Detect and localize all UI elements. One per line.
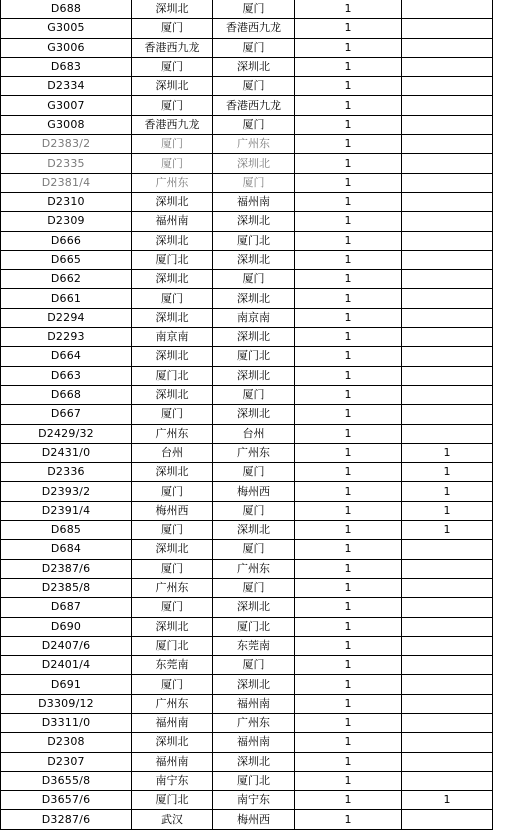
destination-station-cell: 深圳北 [213,675,295,694]
count-cell: 1 [295,694,402,713]
count-cell: 1 [295,38,402,57]
train-number-cell: D2309 [1,212,132,231]
destination-station-cell: 香港西九龙 [213,19,295,38]
origin-station-cell: 深圳北 [132,192,213,211]
count-cell: 1 [295,19,402,38]
train-number-cell: D661 [1,289,132,308]
extra-count-cell [402,135,493,154]
extra-count-cell [402,77,493,96]
extra-count-cell [402,405,493,424]
count-cell: 1 [295,733,402,752]
count-cell: 1 [295,250,402,269]
count-cell: 1 [295,656,402,675]
train-number-cell: D2336 [1,463,132,482]
extra-count-cell: 1 [402,521,493,540]
origin-station-cell: 南京南 [132,328,213,347]
destination-station-cell: 深圳北 [213,154,295,173]
table-row [1,385,493,404]
extra-count-cell [402,713,493,732]
destination-station-cell: 台州 [213,424,295,443]
table-row [1,366,493,385]
destination-station-cell: 南京南 [213,308,295,327]
train-number-cell: D662 [1,270,132,289]
extra-count-cell [402,250,493,269]
table-row [1,810,493,829]
origin-station-cell: 香港西九龙 [132,38,213,57]
destination-station-cell: 厦门 [213,656,295,675]
count-cell: 1 [295,443,402,462]
origin-station-cell: 厦门北 [132,366,213,385]
train-number-cell: D2393/2 [1,482,132,501]
train-number-cell: D688 [1,0,132,19]
origin-station-cell: 厦门 [132,135,213,154]
origin-station-cell: 东莞南 [132,656,213,675]
train-number-cell: D3311/0 [1,713,132,732]
destination-station-cell: 梅州西 [213,810,295,829]
origin-station-cell: 厦门北 [132,250,213,269]
train-number-cell: D3287/6 [1,810,132,829]
table-row [1,57,493,76]
count-cell: 1 [295,810,402,829]
destination-station-cell: 福州南 [213,192,295,211]
table-row [1,38,493,57]
extra-count-cell [402,173,493,192]
destination-station-cell: 厦门 [213,0,295,19]
extra-count-cell [402,771,493,790]
destination-station-cell: 南宁东 [213,791,295,810]
table-row [1,578,493,597]
train-number-cell: D2310 [1,192,132,211]
count-cell: 1 [295,77,402,96]
count-cell: 1 [295,115,402,134]
destination-station-cell: 广州东 [213,713,295,732]
origin-station-cell: 深圳北 [132,231,213,250]
origin-station-cell: 广州东 [132,694,213,713]
train-number-cell: D690 [1,617,132,636]
train-number-cell: G3008 [1,115,132,134]
train-number-cell: D667 [1,405,132,424]
table-row [1,521,493,540]
destination-station-cell: 厦门北 [213,617,295,636]
table-row [1,752,493,771]
count-cell: 1 [295,424,402,443]
table-row [1,694,493,713]
extra-count-cell [402,810,493,829]
train-number-cell: D3657/6 [1,791,132,810]
table-row [1,154,493,173]
origin-station-cell: 深圳北 [132,0,213,19]
extra-count-cell [402,424,493,443]
train-number-cell: D666 [1,231,132,250]
table-row [1,250,493,269]
count-cell: 1 [295,578,402,597]
table-row [1,115,493,134]
destination-station-cell: 福州南 [213,694,295,713]
extra-count-cell [402,617,493,636]
extra-count-cell [402,308,493,327]
origin-station-cell: 台州 [132,443,213,462]
destination-station-cell: 广州东 [213,559,295,578]
origin-station-cell: 深圳北 [132,617,213,636]
destination-station-cell: 厦门 [213,385,295,404]
train-number-cell: G3007 [1,96,132,115]
train-number-cell: D2308 [1,733,132,752]
origin-station-cell: 深圳北 [132,77,213,96]
count-cell: 1 [295,173,402,192]
table-row [1,656,493,675]
table-row [1,636,493,655]
count-cell: 1 [295,308,402,327]
extra-count-cell [402,347,493,366]
destination-station-cell: 深圳北 [213,250,295,269]
table-row [1,192,493,211]
destination-station-cell: 深圳北 [213,212,295,231]
extra-count-cell [402,231,493,250]
origin-station-cell: 厦门 [132,96,213,115]
count-cell: 1 [295,463,402,482]
table-row [1,540,493,559]
destination-station-cell: 厦门 [213,463,295,482]
count-cell: 1 [295,752,402,771]
table-row [1,598,493,617]
origin-station-cell: 深圳北 [132,308,213,327]
extra-count-cell [402,656,493,675]
train-number-cell: D2429/32 [1,424,132,443]
train-number-cell: D2391/4 [1,501,132,520]
train-number-cell: D665 [1,250,132,269]
count-cell: 1 [295,713,402,732]
origin-station-cell: 福州南 [132,752,213,771]
table-row [1,501,493,520]
destination-station-cell: 厦门 [213,540,295,559]
extra-count-cell: 1 [402,463,493,482]
count-cell: 1 [295,559,402,578]
train-number-cell: D683 [1,57,132,76]
table-row [1,733,493,752]
train-table-body [1,0,493,829]
extra-count-cell [402,578,493,597]
origin-station-cell: 厦门 [132,19,213,38]
train-number-cell: D691 [1,675,132,694]
destination-station-cell: 广州东 [213,135,295,154]
origin-station-cell: 深圳北 [132,270,213,289]
extra-count-cell [402,212,493,231]
extra-count-cell [402,96,493,115]
extra-count-cell [402,675,493,694]
origin-station-cell: 厦门 [132,154,213,173]
extra-count-cell [402,19,493,38]
table-row [1,713,493,732]
destination-station-cell: 深圳北 [213,289,295,308]
count-cell: 1 [295,212,402,231]
destination-station-cell: 深圳北 [213,598,295,617]
extra-count-cell [402,636,493,655]
count-cell: 1 [295,501,402,520]
extra-count-cell [402,0,493,19]
train-number-cell: G3006 [1,38,132,57]
origin-station-cell: 厦门 [132,482,213,501]
origin-station-cell: 梅州西 [132,501,213,520]
train-number-cell: D668 [1,385,132,404]
train-number-cell: D2293 [1,328,132,347]
origin-station-cell: 香港西九龙 [132,115,213,134]
extra-count-cell [402,38,493,57]
extra-count-cell [402,385,493,404]
origin-station-cell: 广州东 [132,173,213,192]
destination-station-cell: 深圳北 [213,366,295,385]
destination-station-cell: 福州南 [213,733,295,752]
extra-count-cell [402,57,493,76]
extra-count-cell [402,270,493,289]
origin-station-cell: 厦门 [132,405,213,424]
count-cell: 1 [295,328,402,347]
train-number-cell: D2307 [1,752,132,771]
origin-station-cell: 厦门 [132,559,213,578]
table-row [1,96,493,115]
origin-station-cell: 深圳北 [132,540,213,559]
table-row [1,212,493,231]
count-cell: 1 [295,192,402,211]
table-row [1,0,493,19]
train-number-cell: D2335 [1,154,132,173]
destination-station-cell: 厦门 [213,115,295,134]
train-number-cell: D2383/2 [1,135,132,154]
count-cell: 1 [295,366,402,385]
origin-station-cell: 福州南 [132,212,213,231]
destination-station-cell: 广州东 [213,443,295,462]
extra-count-cell [402,559,493,578]
train-number-cell: D2431/0 [1,443,132,462]
table-row [1,405,493,424]
count-cell: 1 [295,57,402,76]
origin-station-cell: 深圳北 [132,463,213,482]
count-cell: 1 [295,270,402,289]
train-number-cell: D3309/12 [1,694,132,713]
origin-station-cell: 厦门 [132,675,213,694]
extra-count-cell [402,115,493,134]
destination-station-cell: 深圳北 [213,521,295,540]
destination-station-cell: 厦门 [213,173,295,192]
origin-station-cell: 福州南 [132,713,213,732]
origin-station-cell: 深圳北 [132,733,213,752]
extra-count-cell [402,289,493,308]
count-cell: 1 [295,771,402,790]
train-number-cell: D3655/8 [1,771,132,790]
count-cell: 1 [295,636,402,655]
count-cell: 1 [295,675,402,694]
origin-station-cell: 南宁东 [132,771,213,790]
table-row [1,771,493,790]
count-cell: 1 [295,405,402,424]
origin-station-cell: 广州东 [132,424,213,443]
table-row [1,463,493,482]
count-cell: 1 [295,289,402,308]
train-number-cell: D2381/4 [1,173,132,192]
train-number-cell: D663 [1,366,132,385]
origin-station-cell: 厦门 [132,598,213,617]
table-row [1,231,493,250]
count-cell: 1 [295,521,402,540]
count-cell: 1 [295,96,402,115]
table-row [1,270,493,289]
extra-count-cell [402,598,493,617]
table-row [1,482,493,501]
train-number-cell: D2387/6 [1,559,132,578]
destination-station-cell: 梅州西 [213,482,295,501]
origin-station-cell: 厦门北 [132,791,213,810]
train-number-cell: D2334 [1,77,132,96]
count-cell: 1 [295,540,402,559]
count-cell: 1 [295,0,402,19]
origin-station-cell: 广州东 [132,578,213,597]
extra-count-cell [402,192,493,211]
train-number-cell: D684 [1,540,132,559]
table-row [1,135,493,154]
destination-station-cell: 厦门 [213,77,295,96]
count-cell: 1 [295,385,402,404]
destination-station-cell: 厦门 [213,38,295,57]
destination-station-cell: 深圳北 [213,405,295,424]
table-row [1,443,493,462]
table-row [1,328,493,347]
extra-count-cell: 1 [402,443,493,462]
train-number-cell: D2407/6 [1,636,132,655]
origin-station-cell: 厦门 [132,289,213,308]
table-row [1,289,493,308]
count-cell: 1 [295,617,402,636]
extra-count-cell [402,540,493,559]
extra-count-cell: 1 [402,501,493,520]
count-cell: 1 [295,598,402,617]
extra-count-cell [402,328,493,347]
extra-count-cell [402,366,493,385]
extra-count-cell [402,733,493,752]
destination-station-cell: 香港西九龙 [213,96,295,115]
destination-station-cell: 深圳北 [213,328,295,347]
table-row [1,791,493,810]
extra-count-cell [402,694,493,713]
destination-station-cell: 厦门 [213,501,295,520]
destination-station-cell: 深圳北 [213,752,295,771]
count-cell: 1 [295,791,402,810]
table-row [1,559,493,578]
extra-count-cell: 1 [402,482,493,501]
origin-station-cell: 深圳北 [132,347,213,366]
count-cell: 1 [295,135,402,154]
origin-station-cell: 厦门北 [132,636,213,655]
count-cell: 1 [295,231,402,250]
train-number-cell: D2385/8 [1,578,132,597]
table-row [1,424,493,443]
table-row [1,308,493,327]
train-number-cell: D2294 [1,308,132,327]
destination-station-cell: 厦门北 [213,231,295,250]
destination-station-cell: 东莞南 [213,636,295,655]
extra-count-cell: 1 [402,791,493,810]
count-cell: 1 [295,482,402,501]
train-number-cell: D2401/4 [1,656,132,675]
table-row [1,675,493,694]
origin-station-cell: 厦门 [132,521,213,540]
train-number-cell: D687 [1,598,132,617]
table-row [1,173,493,192]
destination-station-cell: 深圳北 [213,57,295,76]
destination-station-cell: 厦门北 [213,771,295,790]
count-cell: 1 [295,347,402,366]
origin-station-cell: 深圳北 [132,385,213,404]
table-row [1,19,493,38]
count-cell: 1 [295,154,402,173]
table-row [1,77,493,96]
train-number-cell: D664 [1,347,132,366]
train-number-cell: D685 [1,521,132,540]
origin-station-cell: 厦门 [132,57,213,76]
extra-count-cell [402,752,493,771]
extra-count-cell [402,154,493,173]
destination-station-cell: 厦门 [213,578,295,597]
table-row [1,347,493,366]
train-number-cell: G3005 [1,19,132,38]
origin-station-cell: 武汉 [132,810,213,829]
destination-station-cell: 厦门北 [213,347,295,366]
table-row [1,617,493,636]
destination-station-cell: 厦门 [213,270,295,289]
